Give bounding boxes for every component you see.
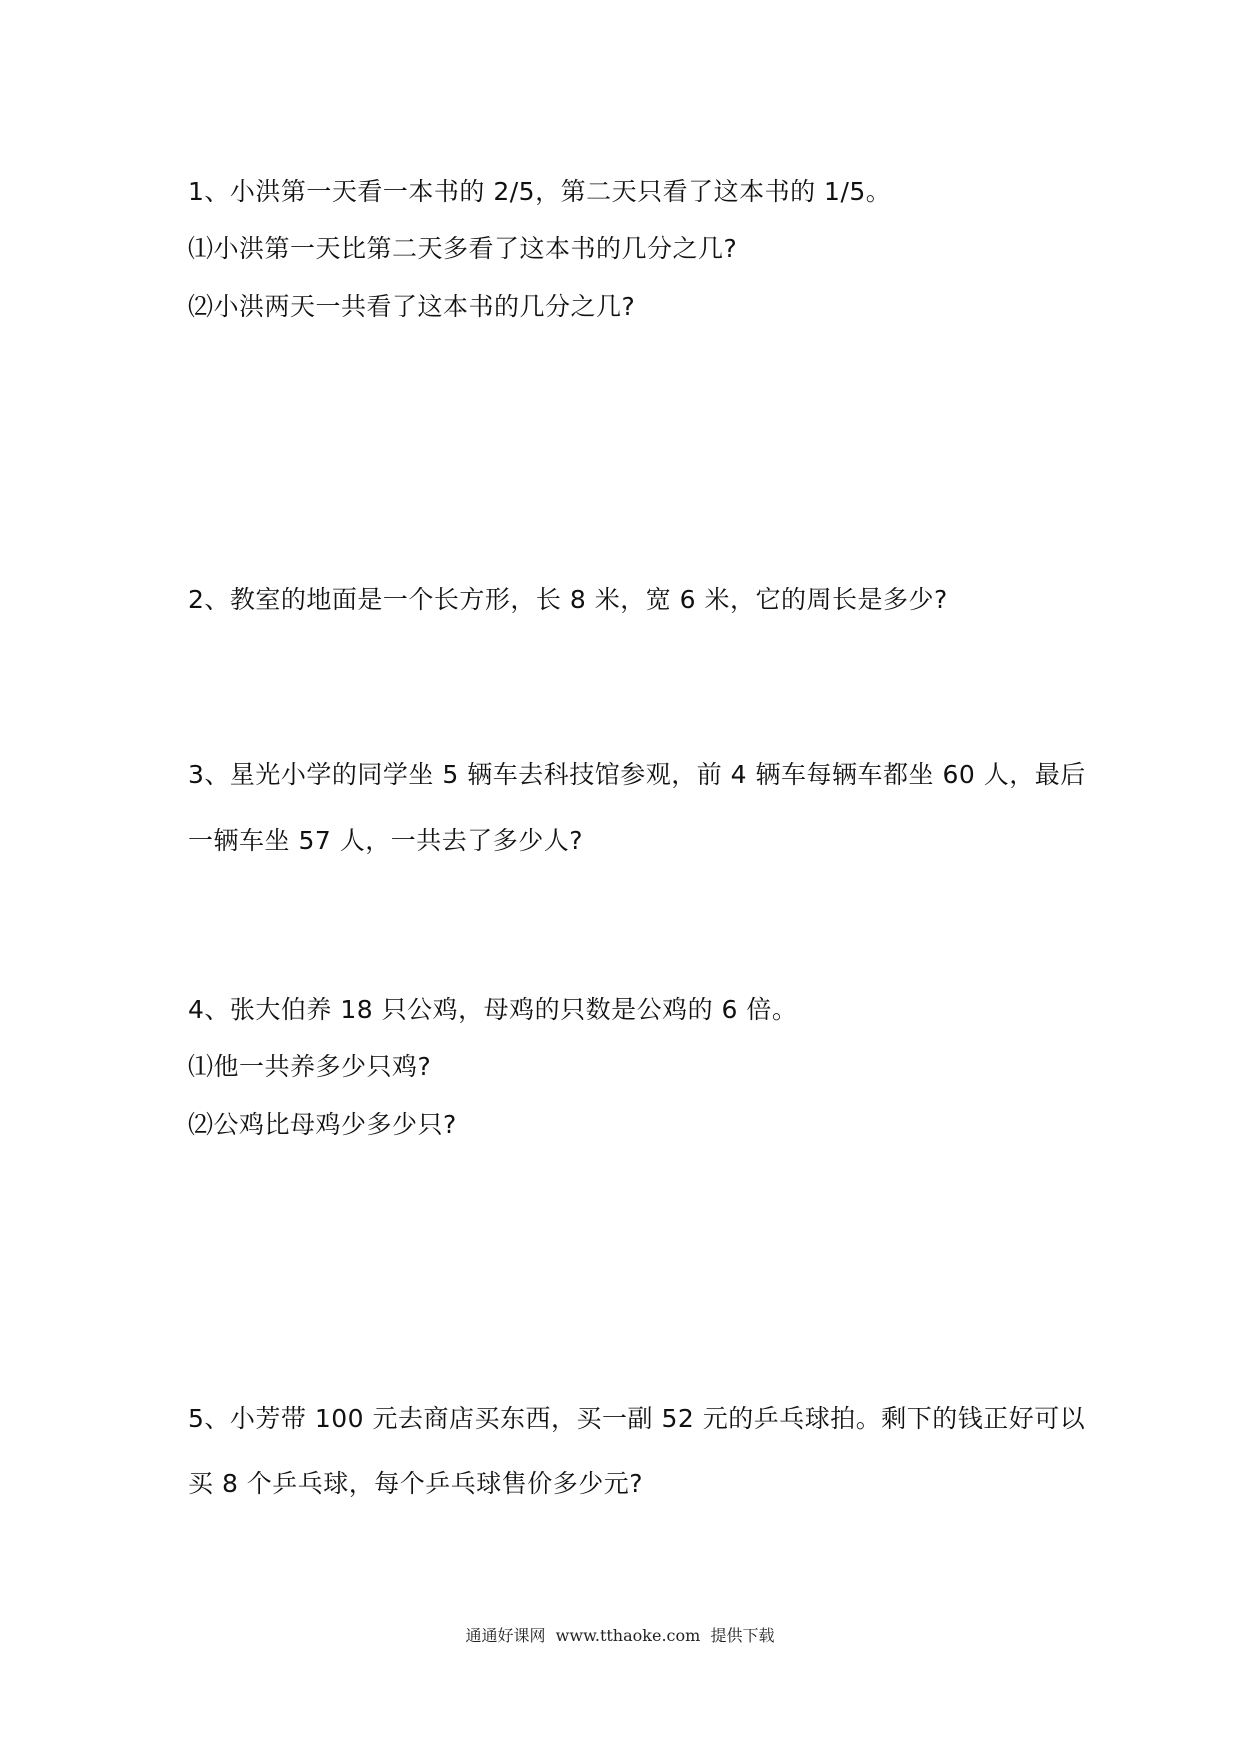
problem-1-question-1: ⑴小洪第一天比第二天多看了这本书的几分之几?	[188, 234, 738, 263]
problem-5-text-line-1: 5、小芳带 100 元去商店买东西，买一副 52 元的乒乓球拍。剩下的钱正好可以	[188, 1404, 1086, 1433]
problem-3-text-line-1: 3、星光小学的同学坐 5 辆车去科技馆参观，前 4 辆车每辆车都坐 60 人，最后	[188, 760, 1086, 789]
problem-1-text: 1、小洪第一天看一本书的 2/5，第二天只看了这本书的 1/5。	[188, 177, 892, 206]
problem-3-text-line-2: 一辆车坐 57 人，一共去了多少人?	[188, 826, 583, 855]
problem-4-text: 4、张大伯养 18 只公鸡，母鸡的只数是公鸡的 6 倍。	[188, 995, 798, 1024]
problem-4-question-1: ⑴他一共养多少只鸡?	[188, 1052, 432, 1081]
problem-4-question-2: ⑵公鸡比母鸡少多少只?	[188, 1110, 457, 1139]
footer-source-text: 通通好课网 www.tthaoke.com 提供下载	[465, 1626, 775, 1645]
problem-1-question-2: ⑵小洪两天一共看了这本书的几分之几?	[188, 292, 636, 321]
problem-5-text-line-2: 买 8 个乒乓球，每个乒乓球售价多少元?	[188, 1469, 644, 1498]
problem-2-text: 2、教室的地面是一个长方形，长 8 米，宽 6 米，它的周长是多少?	[188, 585, 948, 614]
